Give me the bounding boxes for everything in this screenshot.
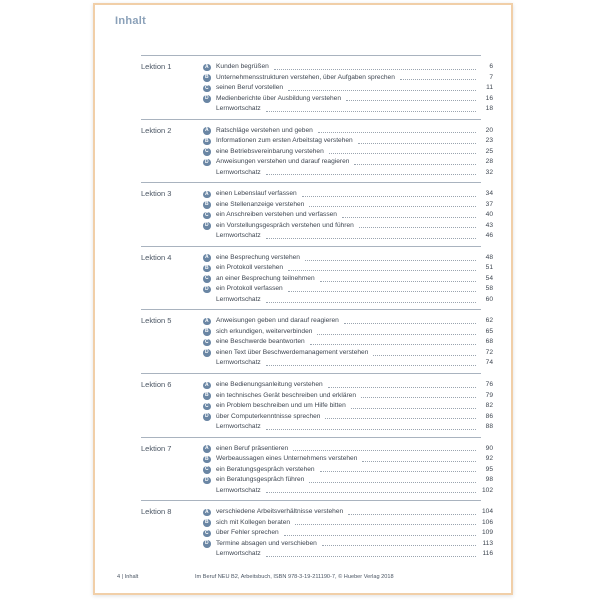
toc-entry-page: 20 bbox=[485, 126, 493, 134]
lesson-items bbox=[203, 444, 493, 497]
toc-entry-title: Ratschläge verstehen und geben bbox=[216, 126, 313, 134]
dot-leader bbox=[295, 518, 476, 525]
toc-entry-page: 109 bbox=[481, 529, 493, 537]
toc-entry-text bbox=[216, 189, 493, 200]
toc-entry-title: Kunden begrüßen bbox=[216, 63, 269, 70]
toc-entry-title: Informationen zum ersten Arbeitstag verstehen bbox=[216, 137, 353, 145]
section-badge: A bbox=[204, 63, 209, 70]
toc-entry-title: Medienberichte über Ausbildung verstehen bbox=[216, 94, 341, 102]
toc-entry-page: 98 bbox=[485, 476, 493, 484]
toc-entry-title: ein Beratungsgespräch führen bbox=[216, 476, 305, 484]
section-badge: B bbox=[204, 392, 209, 398]
toc-entry-page: 46 bbox=[485, 232, 493, 240]
lesson-label: Lektion 8 bbox=[141, 507, 172, 517]
toc-entry[interactable] bbox=[203, 73, 493, 84]
toc-entry-text bbox=[216, 274, 493, 285]
toc-entry[interactable] bbox=[203, 518, 493, 529]
lesson-items bbox=[203, 189, 493, 242]
toc-entry-page: 7 bbox=[489, 73, 493, 81]
dot-leader bbox=[329, 147, 476, 154]
toc-entry-page: 90 bbox=[485, 444, 493, 452]
page-footer bbox=[117, 574, 497, 584]
toc-entry-page: 34 bbox=[485, 190, 493, 198]
lesson-block bbox=[141, 309, 493, 367]
section-badge: D bbox=[204, 349, 209, 356]
toc-entry-text bbox=[216, 295, 493, 306]
dot-leader bbox=[266, 232, 476, 239]
toc-entry-text bbox=[216, 518, 493, 529]
toc-entry-page: 48 bbox=[485, 253, 493, 261]
lesson-block bbox=[141, 500, 493, 558]
dot-leader bbox=[293, 444, 476, 451]
dot-leader bbox=[288, 285, 476, 292]
toc-entry-title: Lernwortschatz bbox=[216, 423, 261, 430]
section-badge: D bbox=[204, 95, 209, 101]
toc-entry[interactable] bbox=[203, 358, 493, 369]
lesson-block bbox=[141, 373, 493, 430]
section-badge: B bbox=[204, 137, 209, 144]
toc-entry-title: Unternehmensstrukturen verstehen, über Aufgaben sprechen bbox=[216, 73, 395, 81]
toc-entry-text bbox=[216, 401, 493, 412]
toc-entry-text bbox=[216, 528, 493, 539]
dot-leader bbox=[325, 412, 476, 419]
lesson-items bbox=[203, 316, 493, 369]
toc-entry-title: eine Bedienungsanleitung verstehen bbox=[216, 381, 323, 388]
toc-entry-title: Anweisungen verstehen und darauf reagieren bbox=[216, 158, 350, 166]
dot-leader bbox=[344, 317, 476, 324]
dot-leader bbox=[400, 73, 476, 80]
dot-leader bbox=[266, 423, 476, 430]
toc-entry[interactable] bbox=[203, 422, 493, 433]
toc-entry[interactable] bbox=[203, 284, 493, 295]
toc-entry-page: 79 bbox=[485, 391, 493, 399]
dot-leader bbox=[317, 328, 476, 335]
section-badge: D bbox=[204, 158, 209, 165]
toc-entry-text bbox=[216, 327, 493, 338]
footer-imprint: Im Beruf NEU B2, Arbeitsbuch, ISBN 978-3-19-211190-7, © Hueber Verlag 2018 bbox=[195, 574, 394, 580]
dot-leader bbox=[310, 338, 476, 345]
toc-entry-page: 37 bbox=[485, 200, 493, 208]
toc-entry-title: Anweisungen geben und darauf reagieren bbox=[216, 317, 339, 325]
toc-entry-page: 40 bbox=[485, 211, 493, 219]
page-title: Inhalt bbox=[115, 15, 147, 27]
section-badge: D bbox=[204, 540, 209, 547]
dot-leader bbox=[362, 455, 476, 462]
toc-entry-title: ein technisches Gerät beschreiben und erklären bbox=[216, 391, 357, 399]
toc-entry[interactable] bbox=[203, 549, 493, 560]
toc-entry-page: 54 bbox=[485, 274, 493, 282]
toc-entry-page: 62 bbox=[485, 317, 493, 325]
toc-entry-title: einen Text über Beschwerdemanagement verstehen bbox=[216, 348, 369, 356]
toc-entry[interactable] bbox=[203, 104, 493, 115]
toc-entry[interactable] bbox=[203, 231, 493, 242]
toc-entry-title: ein Vorstellungsgespräch verstehen und führen bbox=[216, 221, 354, 229]
toc-entry[interactable] bbox=[203, 465, 493, 476]
toc-entry-text bbox=[216, 136, 493, 147]
section-badge: C bbox=[204, 84, 209, 91]
dot-leader bbox=[354, 158, 476, 165]
toc-entry[interactable] bbox=[203, 412, 493, 423]
dot-leader bbox=[309, 200, 476, 207]
toc-entry-title: Werbeaussagen eines Unternehmens verstehen bbox=[216, 455, 358, 463]
section-badge: A bbox=[204, 190, 209, 197]
toc-entry-title: eine Betriebsvereinbarung verstehen bbox=[216, 147, 324, 155]
section-badge: D bbox=[204, 285, 209, 292]
toc-entry-page: 104 bbox=[481, 508, 493, 516]
dot-leader bbox=[305, 254, 476, 261]
lesson-items bbox=[203, 62, 493, 115]
toc-entry-title: an einer Besprechung teilnehmen bbox=[216, 274, 315, 282]
toc-entry-title: einen Beruf präsentieren bbox=[216, 444, 289, 452]
dot-leader bbox=[284, 529, 476, 536]
toc-entry-page: 23 bbox=[485, 137, 493, 145]
lesson-label: Lektion 2 bbox=[141, 125, 172, 135]
dot-leader bbox=[322, 539, 476, 546]
toc-entry-page: 82 bbox=[485, 402, 493, 409]
dot-leader bbox=[288, 264, 476, 271]
section-badge: C bbox=[204, 275, 209, 282]
toc-entry-text bbox=[216, 422, 493, 433]
toc-entry[interactable] bbox=[203, 136, 493, 147]
toc-entry-title: ein Protokoll verstehen bbox=[216, 264, 284, 272]
toc-entry-text bbox=[216, 358, 493, 369]
toc-entry-text bbox=[216, 157, 493, 168]
toc-entry-title: Lernwortschatz bbox=[216, 550, 261, 558]
toc-entry-text bbox=[216, 253, 493, 264]
toc-entry-text bbox=[216, 475, 493, 486]
section-badge: A bbox=[204, 317, 209, 324]
dot-leader bbox=[274, 63, 476, 70]
dot-leader bbox=[342, 211, 476, 218]
toc-entry-title: ein Problem beschreiben und um Hilfe bitten bbox=[216, 402, 346, 409]
toc-entry-title: über Computerkenntnisse sprechen bbox=[216, 412, 321, 420]
toc-entry-text bbox=[216, 465, 493, 476]
toc-entry-text bbox=[216, 486, 493, 497]
toc-entry-title: ein Protokoll verfassen bbox=[216, 285, 283, 293]
toc-entry-page: 58 bbox=[485, 285, 493, 293]
lesson-label: Lektion 4 bbox=[141, 252, 172, 262]
toc-entry-text bbox=[216, 263, 493, 274]
toc-entry-title: eine Besprechung verstehen bbox=[216, 253, 300, 261]
toc-entry-page: 16 bbox=[485, 94, 493, 102]
toc-entry-page: 51 bbox=[485, 264, 493, 272]
dot-leader bbox=[266, 296, 476, 303]
lesson-block bbox=[141, 437, 493, 494]
lesson-label: Lektion 5 bbox=[141, 316, 172, 326]
toc-entry-page: 11 bbox=[486, 84, 493, 91]
toc-entry-text bbox=[216, 147, 493, 158]
toc-entry-page: 28 bbox=[485, 158, 493, 166]
toc-entry[interactable] bbox=[203, 221, 493, 232]
toc-entry[interactable] bbox=[203, 327, 493, 338]
lesson-items bbox=[203, 126, 493, 179]
toc-entry[interactable] bbox=[203, 126, 493, 137]
toc-entry-text bbox=[216, 507, 493, 518]
toc-entry-text bbox=[216, 168, 493, 179]
section-badge: C bbox=[204, 529, 209, 536]
toc-entry-page: 113 bbox=[482, 539, 493, 547]
toc-entry-text bbox=[216, 391, 493, 402]
section-badge: D bbox=[204, 476, 209, 483]
toc-entry-title: sich mit Kollegen beraten bbox=[216, 518, 291, 526]
dot-leader bbox=[266, 168, 476, 175]
lesson-items bbox=[203, 507, 493, 560]
dot-leader bbox=[346, 94, 476, 101]
dot-leader bbox=[373, 349, 476, 356]
lesson-items bbox=[203, 253, 493, 306]
toc-entry-page: 68 bbox=[485, 338, 493, 346]
toc-entry-page: 76 bbox=[485, 381, 493, 388]
dot-leader bbox=[320, 275, 476, 282]
toc-entry-title: verschiedene Arbeitsverhältnisse verstehen bbox=[216, 508, 344, 516]
toc-entry-page: 65 bbox=[485, 327, 493, 335]
toc-entry-page: 95 bbox=[485, 465, 493, 473]
toc-entry-page: 18 bbox=[485, 105, 493, 112]
dot-leader bbox=[266, 105, 476, 112]
toc-entry[interactable] bbox=[203, 486, 493, 497]
document-page bbox=[93, 3, 513, 595]
toc-entry-title: Lernwortschatz bbox=[216, 168, 261, 176]
dot-leader bbox=[266, 550, 476, 557]
section-badge: B bbox=[204, 264, 209, 271]
toc-entry-page: 74 bbox=[485, 359, 493, 367]
lesson-block bbox=[141, 119, 493, 176]
toc-entry[interactable] bbox=[203, 200, 493, 211]
dot-leader bbox=[361, 391, 476, 398]
toc-entry-page: 116 bbox=[482, 550, 493, 558]
toc-entry-page: 72 bbox=[485, 348, 493, 356]
toc-entry-text bbox=[216, 454, 493, 465]
dot-leader bbox=[348, 508, 476, 515]
toc-entry-title: eine Stellenanzeige verstehen bbox=[216, 200, 305, 208]
toc-entry-text bbox=[216, 231, 493, 242]
toc-entry[interactable] bbox=[203, 210, 493, 221]
lesson-items bbox=[203, 380, 493, 433]
toc-entry-text bbox=[216, 284, 493, 295]
toc-entry-page: 43 bbox=[485, 221, 493, 229]
toc-entry-page: 25 bbox=[485, 147, 493, 155]
toc-entry-text bbox=[216, 337, 493, 348]
lesson-label: Lektion 1 bbox=[141, 62, 172, 71]
toc-entry[interactable] bbox=[203, 454, 493, 465]
section-badge: A bbox=[204, 445, 209, 452]
toc-entry[interactable] bbox=[203, 391, 493, 402]
section-badge: C bbox=[204, 402, 209, 409]
lesson-block bbox=[141, 182, 493, 240]
toc-entry-text bbox=[216, 94, 493, 105]
toc-entry-title: seinen Beruf vorstellen bbox=[216, 84, 284, 91]
dot-leader bbox=[288, 84, 476, 91]
toc-entry[interactable] bbox=[203, 316, 493, 327]
toc-entry-text bbox=[216, 73, 493, 84]
lesson-block bbox=[141, 246, 493, 303]
section-badge: D bbox=[204, 222, 209, 229]
toc-entry-text bbox=[216, 210, 493, 221]
toc-entry-page: 60 bbox=[485, 295, 493, 303]
toc-entry-text bbox=[216, 380, 493, 391]
toc-entry[interactable] bbox=[203, 147, 493, 158]
lesson-block bbox=[141, 55, 493, 112]
toc-entry-page: 106 bbox=[481, 518, 493, 526]
toc-entry-title: eine Beschwerde beantworten bbox=[216, 338, 305, 346]
toc-entry[interactable] bbox=[203, 337, 493, 348]
dot-leader bbox=[318, 126, 476, 133]
toc-entry-text bbox=[216, 348, 493, 359]
section-badge: B bbox=[204, 455, 209, 462]
toc-entry-title: sich erkundigen, weiterverbinden bbox=[216, 327, 313, 335]
toc-entry[interactable] bbox=[203, 253, 493, 264]
toc-entry-text bbox=[216, 412, 493, 423]
toc-entry-title: ein Beratungsgespräch verstehen bbox=[216, 465, 315, 473]
dot-leader bbox=[266, 486, 476, 493]
toc-entry-page: 86 bbox=[485, 412, 493, 420]
toc-entry-text bbox=[216, 444, 493, 455]
toc-entry-title: Lernwortschatz bbox=[216, 232, 261, 240]
section-badge: A bbox=[204, 381, 209, 388]
toc-entry[interactable] bbox=[203, 475, 493, 486]
toc-entry[interactable] bbox=[203, 539, 493, 550]
toc-entry-page: 32 bbox=[485, 168, 493, 176]
toc-entry-title: über Fehler sprechen bbox=[216, 529, 279, 537]
lesson-label: Lektion 6 bbox=[141, 380, 172, 389]
toc-entry[interactable] bbox=[203, 380, 493, 391]
toc-entry-page: 102 bbox=[481, 486, 493, 494]
toc-entry-title: ein Anschreiben verstehen und verfassen bbox=[216, 211, 337, 219]
dot-leader bbox=[266, 359, 476, 366]
section-badge: A bbox=[204, 508, 209, 515]
lesson-label: Lektion 7 bbox=[141, 443, 172, 453]
toc-entry-title: Lernwortschatz bbox=[216, 295, 261, 303]
toc-entry[interactable] bbox=[203, 263, 493, 274]
dot-leader bbox=[309, 476, 476, 483]
toc-entry[interactable] bbox=[203, 62, 493, 73]
section-badge: A bbox=[204, 127, 209, 134]
dot-leader bbox=[302, 190, 476, 197]
section-badge: B bbox=[204, 519, 209, 526]
toc-entry[interactable] bbox=[203, 348, 493, 359]
section-badge: C bbox=[204, 148, 209, 155]
dot-leader bbox=[351, 402, 476, 409]
dot-leader bbox=[358, 137, 476, 144]
section-badge: C bbox=[204, 466, 209, 473]
toc-entry-text bbox=[216, 62, 493, 73]
section-badge: C bbox=[204, 211, 209, 218]
toc-entry-text bbox=[216, 126, 493, 137]
toc-entry[interactable] bbox=[203, 168, 493, 179]
toc-entry-page: 6 bbox=[489, 63, 493, 70]
toc-entry-title: Termine absagen und verschieben bbox=[216, 539, 317, 547]
toc-entry-text bbox=[216, 549, 493, 560]
lesson-label: Lektion 3 bbox=[141, 189, 172, 199]
toc-entry-title: Lernwortschatz bbox=[216, 105, 261, 112]
toc-entry-title: Lernwortschatz bbox=[216, 359, 261, 367]
toc-entry-text bbox=[216, 200, 493, 211]
toc-entry-text bbox=[216, 83, 493, 94]
toc-entry[interactable] bbox=[203, 507, 493, 518]
toc-entry-text bbox=[216, 221, 493, 232]
dot-leader bbox=[320, 465, 476, 472]
section-badge: C bbox=[204, 338, 209, 345]
toc-entry-page: 92 bbox=[485, 455, 493, 463]
toc-entry[interactable] bbox=[203, 83, 493, 94]
toc-entry-title: einen Lebenslauf verfassen bbox=[216, 190, 297, 198]
toc-entry[interactable] bbox=[203, 295, 493, 306]
toc-entry[interactable] bbox=[203, 444, 493, 455]
dot-leader bbox=[328, 381, 476, 388]
toc-entry[interactable] bbox=[203, 189, 493, 200]
dot-leader bbox=[359, 221, 476, 228]
section-badge: B bbox=[204, 201, 209, 208]
section-badge: B bbox=[204, 328, 209, 335]
toc-entry-text bbox=[216, 316, 493, 327]
toc-entry[interactable] bbox=[203, 157, 493, 168]
section-badge: D bbox=[204, 413, 209, 419]
footer-page-label: 4 | Inhalt bbox=[117, 574, 139, 580]
toc-entry[interactable] bbox=[203, 528, 493, 539]
toc-entry-text bbox=[216, 104, 493, 115]
toc-entry[interactable] bbox=[203, 401, 493, 412]
toc-entry-title: Lernwortschatz bbox=[216, 486, 261, 494]
section-badge: B bbox=[204, 74, 209, 80]
toc-entry-page: 88 bbox=[485, 423, 493, 430]
toc-entry[interactable] bbox=[203, 274, 493, 285]
toc-entry-text bbox=[216, 539, 493, 550]
toc-entry[interactable] bbox=[203, 94, 493, 105]
section-badge: A bbox=[204, 254, 209, 261]
